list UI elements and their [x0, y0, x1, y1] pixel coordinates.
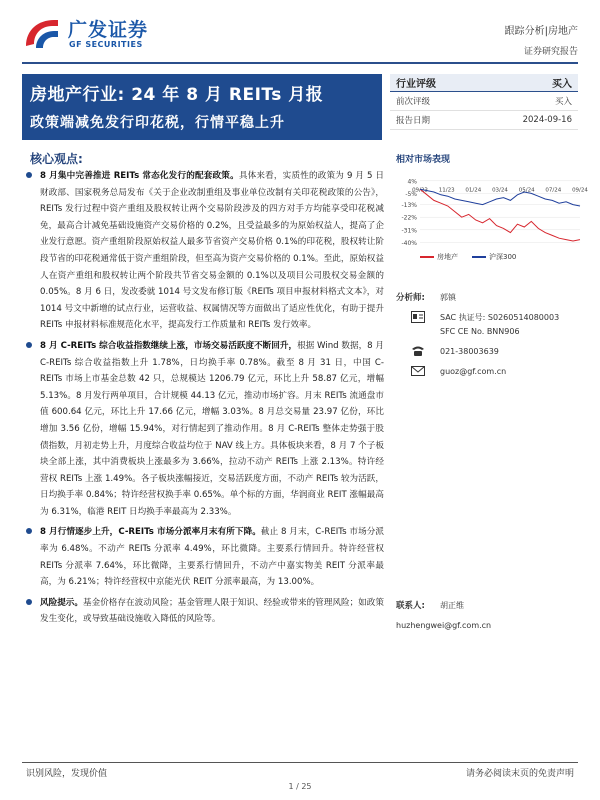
previous-rating-row — [390, 92, 578, 111]
previous-rating-label: 前次评级 — [396, 97, 431, 107]
analyst-name-row — [396, 290, 586, 304]
legend-item-realestate — [420, 252, 458, 262]
rating-header — [390, 74, 578, 92]
bullet-icon — [26, 528, 32, 534]
y-tick-label: -13% — [401, 202, 417, 210]
y-tick-label: -22% — [401, 214, 417, 222]
core-point-text: 具体来看，实质性的政策为 9 月 5 日财政部、国家税务总局发布《关于企业改制重组及事业单位改制有关印花税政策的公告》，REITs 发行过程中资产重组及股权转让两个交易阶段涉及的四方对手方均能享受印花税减免，最高合计减免基础设施资产交易价格的 0.2%，且受益最多的为原始权益人，提高了企业发行意愿。资产重组阶段原始权益人最多节省资产交易价格 0.1%的印花税，股权转让阶段节省的印花税通常低于资产重组阶段，但至高为资产交易价格的 0.1%。至此，原始权益人在资产重组和股权转让两个阶段共节省交易金额的 0.1%以及项目公司股权交易金额的 0.05%。8 月 6 日，发改委就 1014 号文发布修订版《REITs 项目申报材料格式文本》，对 1014 号文中新增的试点行业，运营收益、权属情况等方面做出了适应性优化，有助于提升 REITs 申报材料标准规范化水平，提高发行工作质量和 REITs 发行效率。 — [40, 171, 384, 331]
report-kind: 证券研究报告 — [523, 47, 578, 57]
core-point-1 — [22, 168, 384, 334]
chart-legend — [420, 252, 516, 262]
bullet-icon — [26, 342, 32, 348]
y-tick-label: -5% — [405, 190, 417, 198]
analyst-sfc: SFC CE No. BNN906 — [440, 326, 520, 336]
x-tick-label: 09/24 — [572, 187, 588, 194]
gf-logo-icon — [22, 16, 62, 52]
core-point-text: 截止 8 月末，C-REITs 市场分派率为 6.48%。不动产 REITs 分派率 4.49%，环比微降。主要系行情回升。特许经营权 REITs 分派率 7.64%，环比微降，主要系行情回升，不动产中嘉实物美 REIT 分派率最高，为 6.21%；特许经营权中京能光伏 REIT 分派率最高，为 13.00%。 — [40, 527, 384, 588]
title-banner — [22, 74, 382, 140]
analyst-sac: SAC 执证号: S0260514080003 — [440, 312, 560, 322]
analyst-email[interactable]: guoz@gf.com.cn — [440, 366, 507, 376]
core-points-title: 核心观点: — [30, 152, 83, 166]
brand-name-cn: 广发证券 — [68, 19, 149, 41]
report-type: 跟踪分析|房地产 — [504, 26, 578, 37]
chart-title: 相对市场表现 — [396, 155, 451, 165]
legend-label: 房地产 — [437, 253, 458, 261]
report-date-row — [390, 111, 578, 130]
analyst-email-row — [396, 364, 586, 378]
x-tick-label: 05/24 — [518, 187, 535, 194]
previous-rating-value: 买入 — [554, 97, 572, 107]
core-point-3 — [22, 524, 384, 590]
email-icon — [396, 366, 440, 376]
analyst-sac-row — [396, 310, 586, 324]
contact-label: 联系人: — [396, 601, 425, 611]
contact-email[interactable]: huzhengwei@gf.com.cn — [396, 620, 492, 630]
page-number: 1 / 25 — [288, 782, 312, 791]
core-point-text: 基金价格存在波动风险；基金管理人限于知识、经验或带来的管理风险；如政策发生变化，或导致基础设施收入降低的风险等。 — [40, 597, 384, 625]
analyst-phone[interactable]: 021-38003639 — [440, 346, 499, 356]
rating-value: 买入 — [552, 79, 572, 90]
core-point-4 — [22, 595, 384, 628]
x-tick-label: 03/24 — [492, 187, 508, 194]
report-subtitle: 政策端减免发行印花税，行情平稳上升 — [30, 115, 285, 131]
core-point-lead: 风险提示。 — [40, 597, 83, 608]
bullet-icon — [26, 599, 32, 605]
brand-name-en: GF SECURITIES — [69, 40, 143, 49]
contact-name-row — [396, 598, 586, 612]
x-tick-label: 01/24 — [465, 187, 482, 194]
contact-name: 胡正维 — [440, 600, 464, 610]
analyst-label: 分析师: — [396, 293, 425, 303]
analyst-name: 郭镇 — [440, 292, 456, 302]
rating-label: 行业评级 — [396, 79, 436, 90]
y-tick-label: 4% — [407, 178, 417, 186]
core-point-text: 根据 Wind 数据，8 月 C-REITs 综合收益指数上升 1.78%，日均换手率 0.78%。截至 8 月 31 日，中国 C-REITs 市场上市基金总数 42 只，总规模达 1206.79 亿元，环比上升 58.87 亿元，增幅 5.13%。8 月发行两单项目，合计规模 44.13 亿元，推动市场扩容。月末 REITs 流通盘市值 600.64 亿元，环比上升 17.66 亿元，增幅 3.03%。8 月总交易量 23.97 亿份，环比增加 3.56 亿份，增幅 15.94%，对行情起到了推动作用。8 月 C-REITs 整体走势强于股债指数，月初走势上升，月度综合收益均位于 NAV 线上方。具体板块来看，8 月 7 个子板块全部上涨，其中消费板块上涨最多为 3.66%，拉动不动产 REITs 上涨 2.13%。特许经营权 REITs 上涨 1.49%。各子板块涨幅接近，交易活跃度方面，不动产 REITs 较为活跃，日均换手率 0.84%；特许经营权换手率 0.65%。单个标的方面，华润商业 REIT 涨幅最高为 6.31%，临港 REIT 日均换手率最高为 2.33%。 — [40, 340, 384, 517]
x-tick-label: 09/23 — [412, 187, 428, 194]
legend-label: 沪深300 — [489, 253, 517, 261]
analyst-phone-row — [396, 344, 586, 358]
bullet-icon — [26, 172, 32, 178]
core-point-lead: 8 月 C-REITs 综合收益指数继续上涨，市场交易活跃度不断回升， — [40, 340, 298, 351]
contact-block — [396, 598, 586, 632]
report-date-value: 2024-09-16 — [522, 115, 572, 125]
company-logo — [22, 14, 182, 54]
id-card-icon — [396, 311, 440, 323]
x-tick-label: 11/23 — [438, 187, 455, 194]
contact-email-row — [396, 618, 586, 632]
analyst-block — [396, 290, 586, 378]
report-title: 房地产行业: 24 年 8 月 REITs 月报 — [30, 85, 324, 105]
legend-item-hs300 — [472, 252, 516, 262]
footer-slogan: 识别风险，发现价值 — [26, 769, 108, 779]
series-line-realestate — [420, 189, 580, 241]
analyst-sfc-row — [396, 324, 586, 338]
y-tick-label: -40% — [401, 239, 417, 247]
x-tick-label: 07/24 — [545, 187, 562, 194]
core-points — [22, 168, 384, 632]
header-divider — [22, 62, 578, 64]
footer-disclaimer: 请务必阅读末页的免责声明 — [465, 769, 574, 779]
footer-divider — [22, 762, 578, 763]
y-tick-label: -31% — [401, 227, 417, 235]
core-point-2 — [22, 338, 384, 521]
core-point-lead: 8 月集中完善推进 REITs 常态化发行的配套政策。 — [40, 171, 239, 181]
report-date-label: 报告日期 — [396, 116, 431, 126]
phone-icon — [396, 345, 440, 357]
core-point-lead: 8 月行情逐步上升，C-REITs 市场分派率月末有所下降。 — [40, 527, 261, 538]
rating-box — [390, 74, 578, 130]
